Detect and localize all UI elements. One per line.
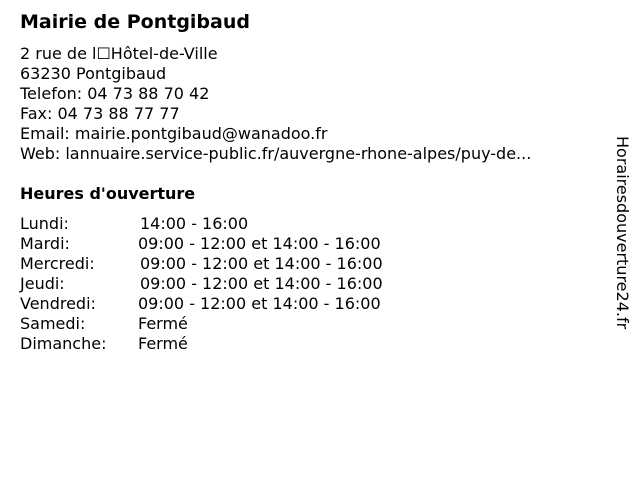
web-line: Web: lannuaire.service-public.fr/auvergne-rhone-alpes/puy-de...	[20, 144, 532, 163]
email-line: Email: mairie.pontgibaud@wanadoo.fr	[20, 124, 328, 143]
contact-block	[20, 44, 531, 164]
address-line-2: 63230 Pontgibaud	[20, 64, 167, 83]
hours-title: Heures d'ouverture	[20, 184, 196, 203]
time-value: 09:00 - 12:00 et 14:00 - 16:00	[138, 294, 381, 313]
time-value: 09:00 - 12:00 et 14:00 - 16:00	[140, 254, 383, 273]
side-brand-watermark: Horairesdouverture24.fr	[613, 136, 632, 330]
day-label: Vendredi:	[20, 294, 96, 313]
time-value: Fermé	[138, 314, 188, 333]
time-value: 14:00 - 16:00	[140, 214, 249, 233]
time-value: 09:00 - 12:00 et 14:00 - 16:00	[138, 234, 381, 253]
day-label: Samedi:	[20, 314, 86, 333]
day-label: Jeudi:	[20, 274, 65, 293]
day-label: Lundi:	[20, 214, 69, 233]
day-label: Mercredi:	[20, 254, 95, 273]
time-value: 09:00 - 12:00 et 14:00 - 16:00	[140, 274, 383, 293]
phone-line: Telefon: 04 73 88 70 42	[20, 84, 210, 103]
page-title: Mairie de Pontgibaud	[20, 11, 250, 33]
fax-line: Fax: 04 73 88 77 77	[20, 104, 180, 123]
day-label: Mardi:	[20, 234, 70, 253]
address-line-1: 2 rue de l☐Hôtel-de-Ville	[20, 44, 218, 63]
day-label: Dimanche:	[20, 334, 107, 353]
time-value: Fermé	[138, 334, 188, 353]
